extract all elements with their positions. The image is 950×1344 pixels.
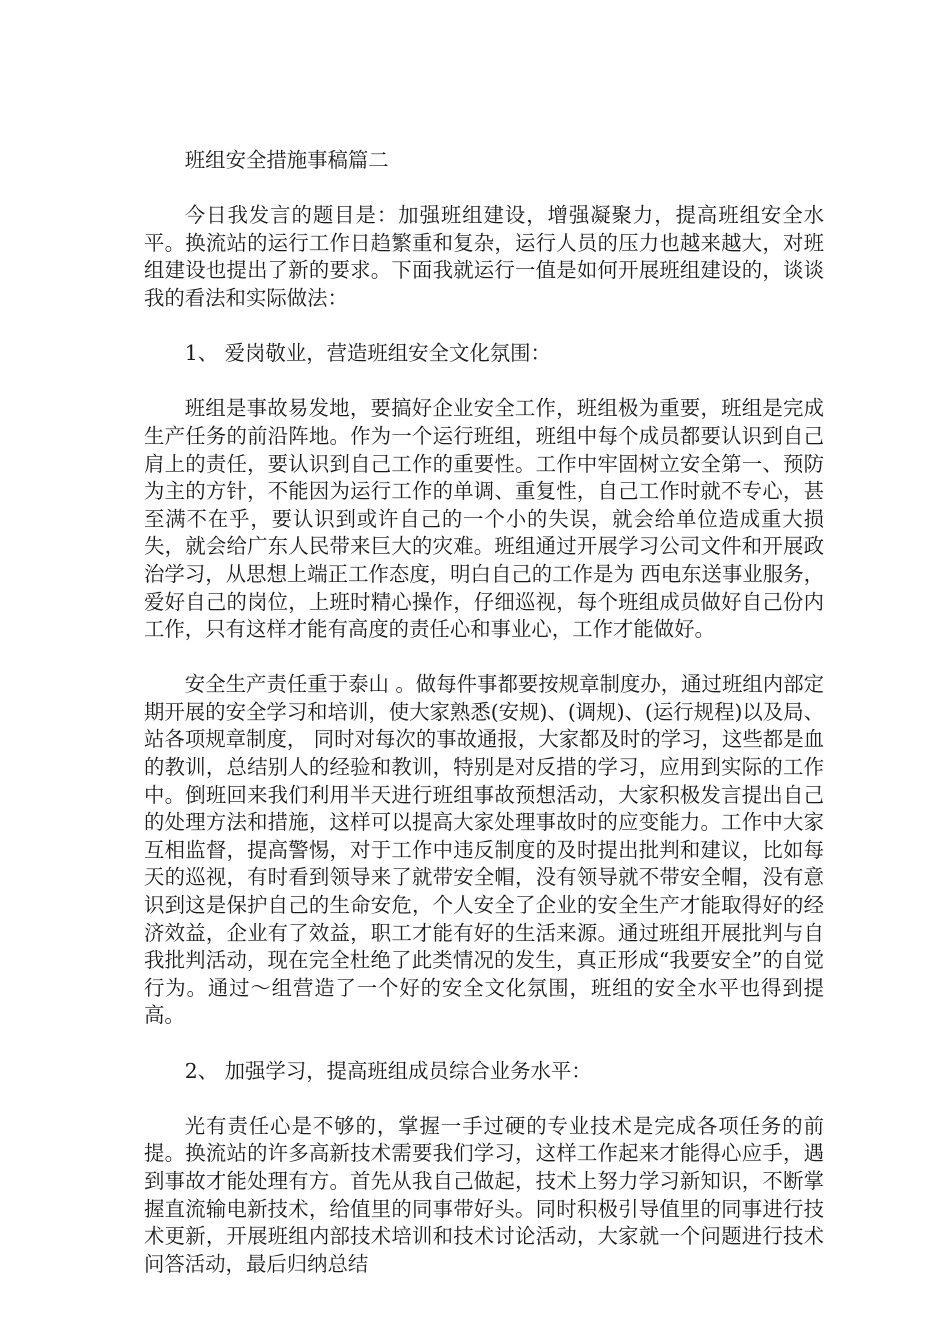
paragraph-section-2-a: 光有责任心是不够的，掌握一手过硬的专业技术是完成各项任务的前提。换流站的许多高新技术需要我们学习，这样工作起来才能得心应手，遇到事故才能处理有方。首先从我自己做起，技术上努力学习新知识，不断掌握直流输电新技术，给值里的同事带好头。同时积极引导值里的同事进行技术更新，开展班组内部技术培训和技术讨论活动，大家就一个问题进行技术问答活动，最后归纳总结: [144, 1113, 824, 1276]
document-page: [144, 147, 824, 1278]
document-title: 班组安全措施事稿篇二: [184, 148, 389, 172]
paragraph-intro: 今日我发言的题目是：加强班组建设，增强凝聚力，提高班组安全水平。换流站的运行工作日趋繁重和复杂，运行人员的压力也越来越大，对班组建设也提出了新的要求。下面我就运行一值是如何开展班组建设的，谈谈我的看法和实际做法：: [144, 203, 824, 310]
section-heading-2: 2、 加强学习，提高班组成员综合业务水平：: [184, 1058, 592, 1083]
paragraph-section-1-a: 班组是事故易发地，要搞好企业安全工作，班组极为重要，班组是完成生产任务的前沿阵地。作为一个运行班组，班组中每个成员都要认识到自己肩上的责任，要认识到自己工作的重要性。工作中牢固树立安全第一、预防为主的方针，不能因为运行工作的单调、重复性，自己工作时就不专心，甚至满不在乎，要认识到或许自己的一个小的失误，就会给单位造成重大损失，就会给广东人民带来巨大的灾难。班组通过开展学习公司文件和开展政治学习，从思想上端正工作态度，明白自己的工作是为 西电东送事业服务，爱好自己的岗位，上班时精心操作，仔细巡视，每个班组成员做好自己份内工作，只有这样才能有高度的责任心和事业心，工作才能做好。: [144, 396, 824, 642]
paragraph-section-1-b: 安全生产责任重于泰山 。做每件事都要按规章制度办，通过班组内部定期开展的安全学习和培训，使大家熟悉(安规)、(调规)、(运行规程)以及局、站各项规章制度， 同时对每次的事故通报，大家都及时的学习，这些都是血的教训，总结别人的经验和教训，特别是对反措的学习，应用到实际的工作中。倒班回来我们利用半天进行班组事故预想活动，大家积极发言提出自己的处理方法和措施，这样可以提高大家处理事故时的应变能力。工作中大家互相监督，提高警惕，对于工作中违反制度的及时提出批判和建议，比如每天的巡视，有时看到领导来了就带安全帽，没有领导就不带安全帽，没有意识到这是保护自己的生命安危，个人安全了企业的安全生产才能取得好的经济效益，企业有了效益，职工才能有好的生活来源。通过班组开展批判与自我批判活动，现在完全杜绝了此类情况的发生，真正形成“我要安全”的自觉行为。通过～组营造了一个好的安全文化氛围，班组的安全水平也得到提高。: [144, 672, 824, 1028]
section-heading-1: 1、 爱岗敬业，营造班组安全文化氛围：: [184, 341, 551, 366]
